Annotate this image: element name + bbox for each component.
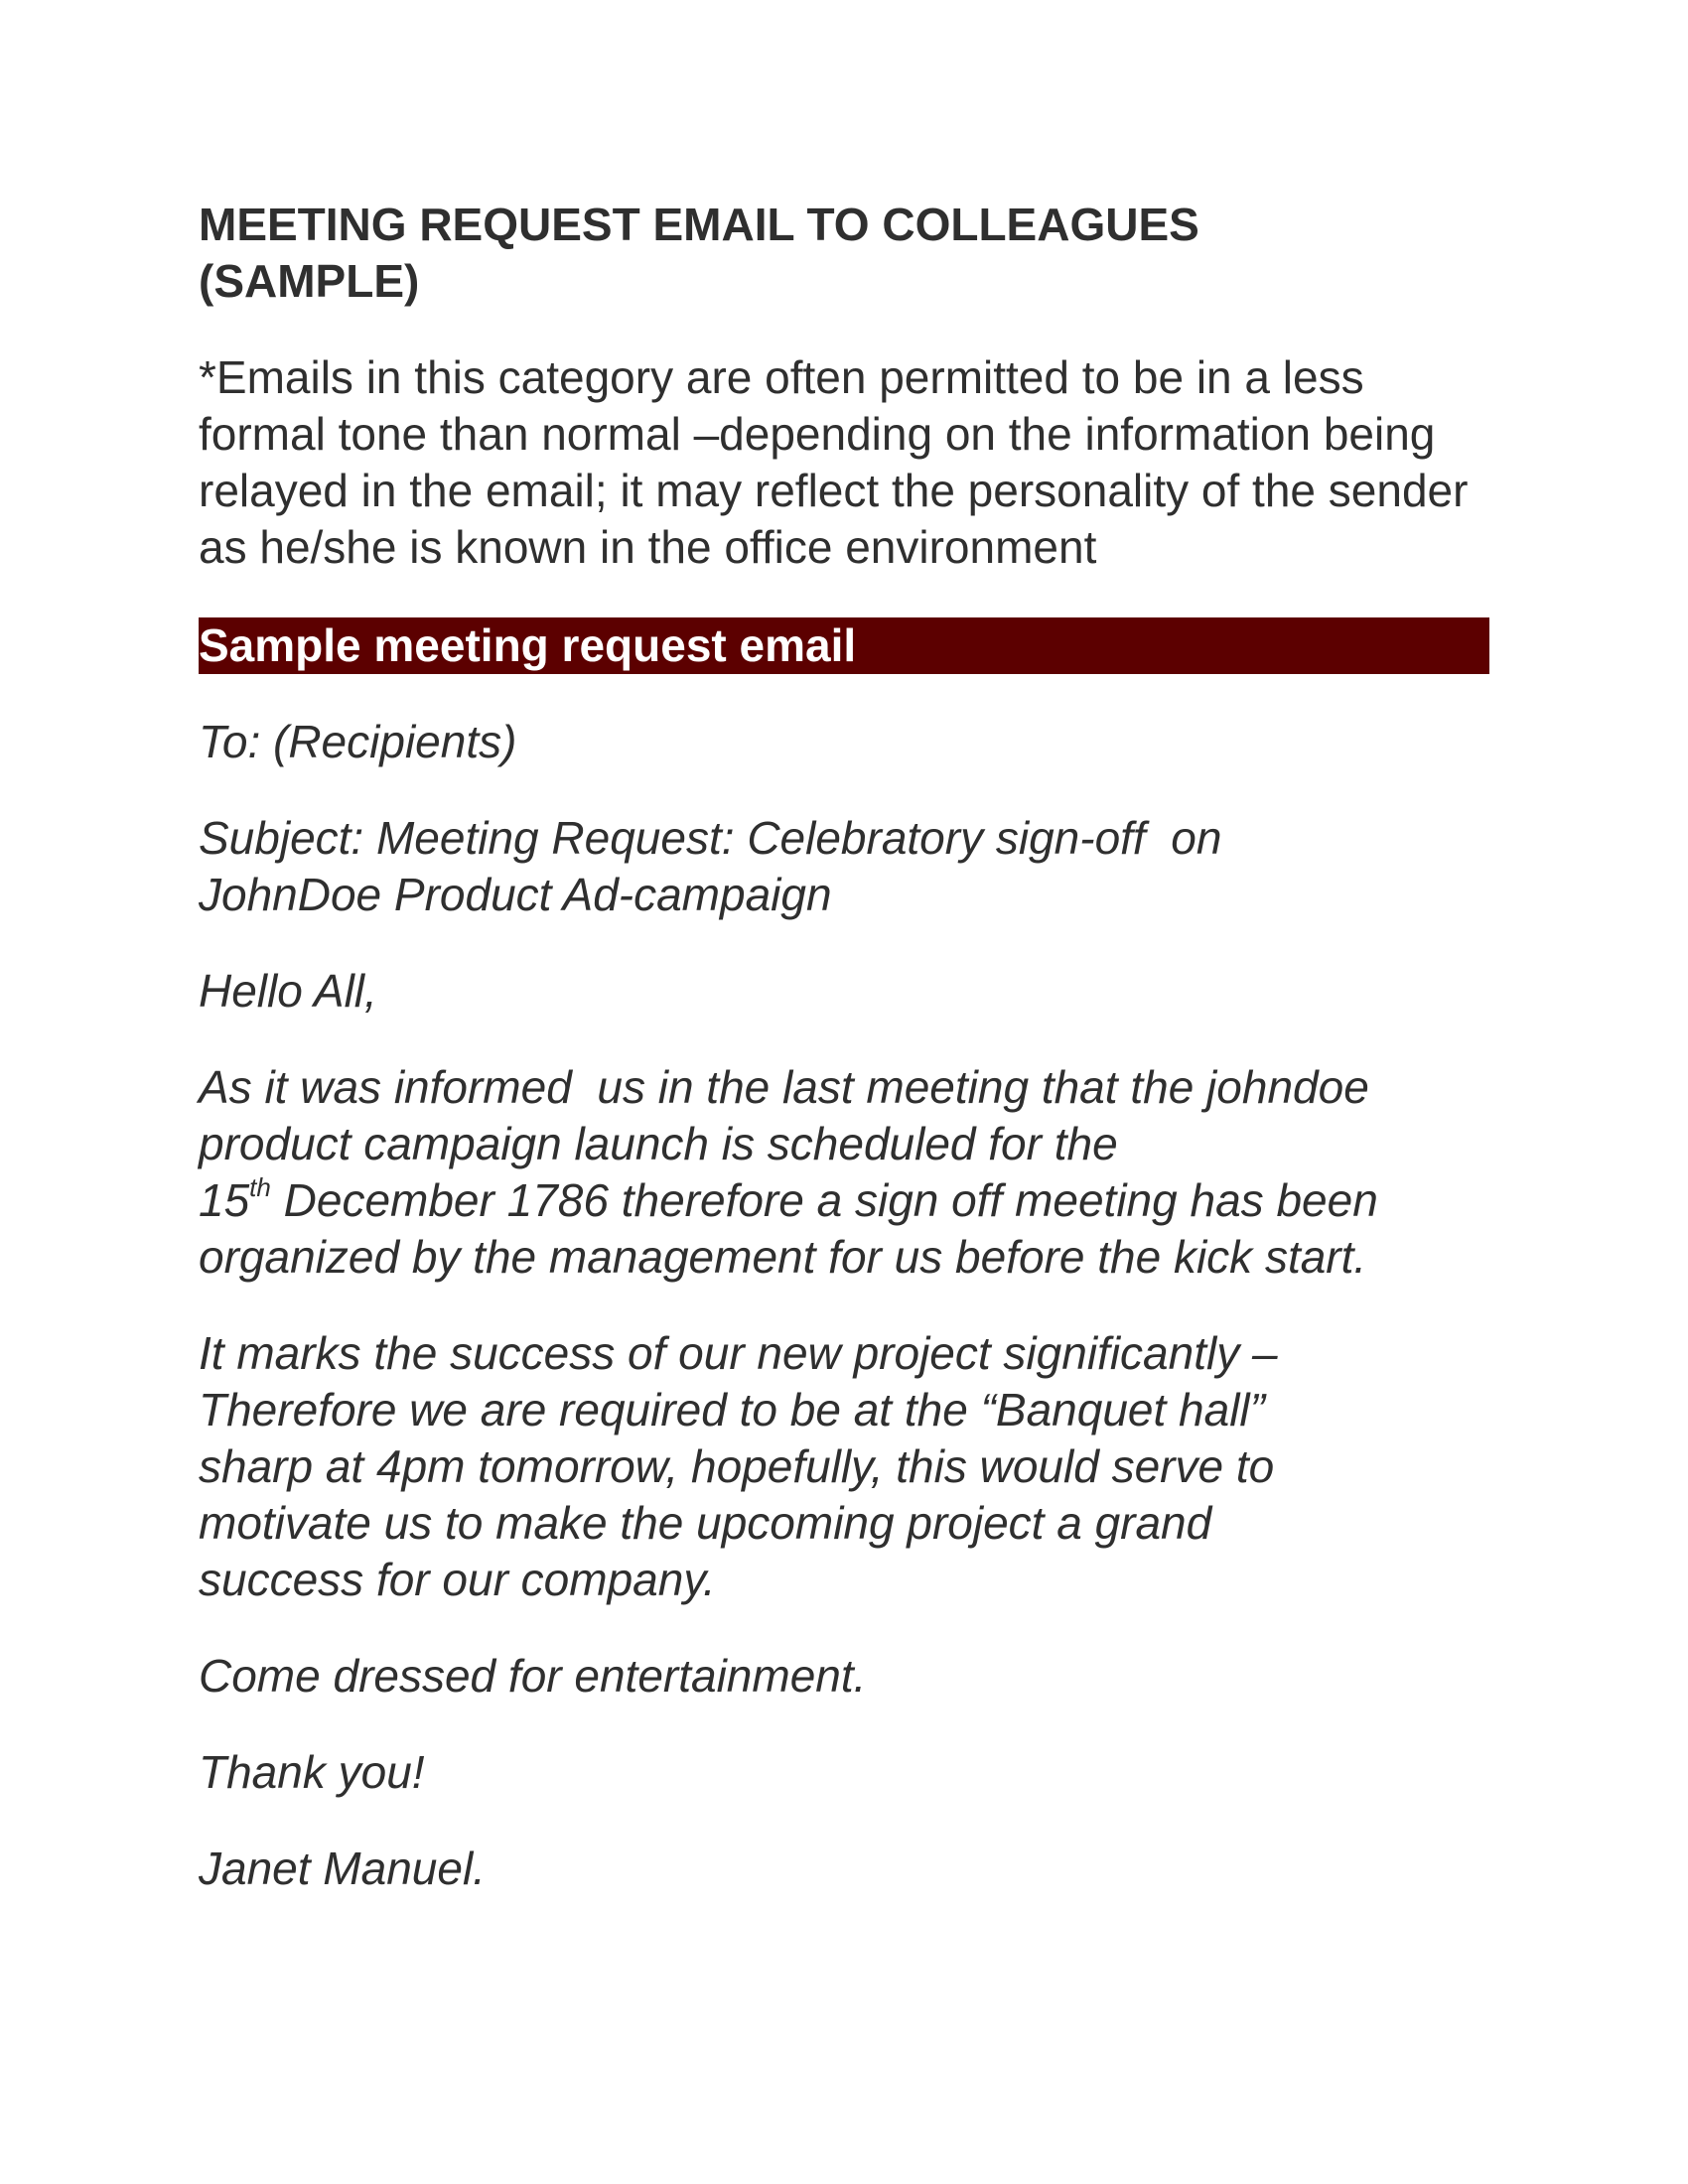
email-to-line: To: (Recipients) xyxy=(199,716,517,767)
subject-line-1: Subject: Meeting Request: Celebratory sign-off on xyxy=(199,812,1222,864)
document-page xyxy=(199,197,1489,1937)
para1-line-2: product campaign launch is scheduled for the xyxy=(199,1118,1118,1169)
email-thanks: Thank you! xyxy=(199,1746,425,1798)
subject-line-2: JohnDoe Product Ad-campaign xyxy=(199,869,832,920)
title-line-1: MEETING REQUEST EMAIL TO COLLEAGUES xyxy=(199,199,1199,250)
section-banner: Sample meeting request email xyxy=(199,617,1489,674)
email-greeting: Hello All, xyxy=(199,965,377,1017)
email-dress-note: Come dressed for entertainment. xyxy=(199,1650,867,1702)
para2-line-1: It marks the success of our new project significantly – xyxy=(199,1327,1278,1379)
title-line-2: (SAMPLE) xyxy=(199,255,420,307)
para2-line-3: sharp at 4pm tomorrow, hopefully, this would serve to xyxy=(199,1440,1275,1492)
email-paragraph-2 xyxy=(199,1325,1489,1608)
para1-line-1: As it was informed us in the last meeting that the johndoe xyxy=(199,1061,1369,1113)
para1-line-3: December 1786 therefore a sign off meeting has been xyxy=(283,1174,1378,1226)
intro-note: *Emails in this category are often permitted to be in a less formal tone than normal –depending on the information being relayed in the email; it may reflect the personality of the sender as he/she is known in the office environment xyxy=(199,351,1469,573)
para2-line-5: success for our company. xyxy=(199,1554,716,1605)
email-signature: Janet Manuel. xyxy=(199,1843,486,1894)
para2-line-2: Therefore we are required to be at the “Banquet hall” xyxy=(199,1384,1265,1435)
para1-date-suffix: th xyxy=(249,1172,271,1202)
para2-line-4: motivate us to make the upcoming project a grand xyxy=(199,1497,1212,1549)
email-subject-line xyxy=(199,810,1489,923)
para1-date-day: 15 xyxy=(199,1174,250,1226)
para1-line-4: organized by the management for us before the kick start. xyxy=(199,1231,1367,1283)
email-paragraph-1 xyxy=(199,1059,1489,1286)
sample-email-body xyxy=(199,714,1489,1897)
document-title xyxy=(199,197,1489,310)
